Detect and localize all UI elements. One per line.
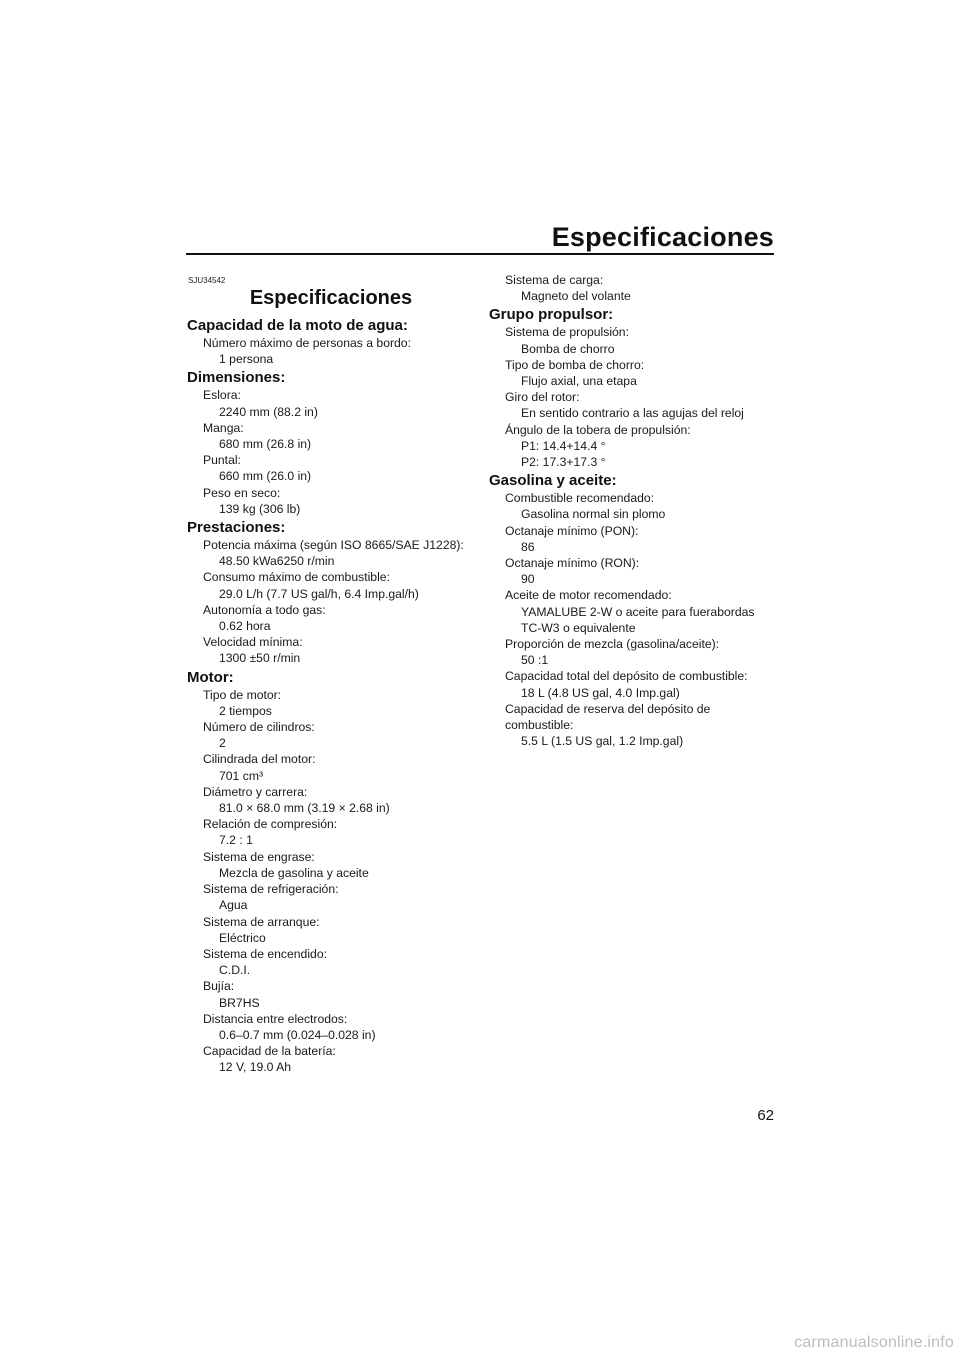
- spec-value: En sentido contrario a las agujas del reloj: [521, 406, 744, 421]
- spec-value: Mezcla de gasolina y aceite: [219, 865, 369, 880]
- spec-label: Capacidad total del depósito de combustible:: [505, 669, 748, 684]
- spec-label: Giro del rotor:: [505, 390, 580, 405]
- spec-label: Combustible recomendado:: [505, 491, 655, 506]
- spec-label: Sistema de refrigeración:: [203, 882, 339, 897]
- spec-value: P2: 17.3+17.3 °: [521, 455, 606, 470]
- spec-value: 2: [219, 736, 226, 751]
- section-code: SJU34542: [188, 276, 226, 285]
- spec-group-heading: Dimensiones:: [187, 369, 286, 387]
- spec-label: Relación de compresión:: [203, 817, 338, 832]
- spec-label: Número de cilindros:: [203, 720, 315, 735]
- spec-value: Flujo axial, una etapa: [521, 374, 637, 389]
- spec-label: Tipo de bomba de chorro:: [505, 357, 645, 372]
- spec-value: Gasolina normal sin plomo: [521, 507, 666, 522]
- spec-value: 680 mm (26.8 in): [219, 437, 312, 452]
- spec-label: Tipo de motor:: [203, 687, 282, 702]
- spec-value: BR7HS: [219, 995, 260, 1010]
- spec-value: 86: [521, 539, 535, 554]
- spec-value: 2240 mm (88.2 in): [219, 404, 318, 419]
- spec-label: Peso en seco:: [203, 485, 281, 500]
- header-rule: [186, 253, 774, 255]
- spec-label: Sistema de engrase:: [203, 849, 315, 864]
- spec-label: Potencia máxima (según ISO 8665/SAE J1228):: [203, 538, 464, 553]
- spec-label: Sistema de encendido:: [203, 946, 327, 961]
- right-column: [489, 272, 789, 749]
- spec-group-heading: Gasolina y aceite:: [489, 472, 617, 490]
- spec-value: Magneto del volante: [521, 289, 631, 304]
- spec-value: 48.50 kWa6250 r/min: [219, 554, 335, 569]
- spec-label: Puntal:: [203, 453, 241, 468]
- watermark: carmanualsonline.info: [794, 1334, 954, 1351]
- spec-value: Bomba de chorro: [521, 341, 615, 356]
- spec-label: Número máximo de personas a bordo:: [203, 336, 411, 350]
- spec-value: 0.6–0.7 mm (0.024–0.028 in): [219, 1027, 376, 1042]
- spec-value: 50 :1: [521, 653, 549, 668]
- page-number: 62: [757, 1107, 774, 1124]
- spec-group-heading: Grupo propulsor:: [489, 306, 614, 324]
- spec-value: 2 tiempos: [219, 703, 272, 718]
- spec-label: Autonomía a todo gas:: [203, 602, 326, 617]
- spec-label: Distancia entre electrodos:: [203, 1011, 348, 1026]
- page-header-title: Especificaciones: [551, 222, 774, 252]
- spec-label: Capacidad de reserva del depósito de: [505, 701, 711, 716]
- spec-value: 1300 ±50 r/min: [219, 651, 301, 666]
- spec-label: Ángulo de la tobera de propulsión:: [505, 422, 691, 437]
- spec-value: 1 persona: [219, 352, 274, 367]
- spec-value: 5.5 L (1.5 US gal, 1.2 Imp.gal): [521, 734, 684, 749]
- spec-value: 701 cm³: [219, 768, 264, 783]
- spec-value: 0.62 hora: [219, 619, 271, 634]
- spec-label: Manga:: [203, 420, 244, 435]
- spec-label: Consumo máximo de combustible:: [203, 570, 390, 585]
- spec-value: P1: 14.4+14.4 °: [521, 438, 606, 453]
- spec-value: 81.0 × 68.0 mm (3.19 × 2.68 in): [219, 801, 390, 816]
- spec-label: combustible:: [505, 718, 574, 733]
- spec-value: 7.2 : 1: [219, 833, 253, 848]
- section-title: Especificaciones: [249, 287, 413, 309]
- spec-value: Eléctrico: [219, 930, 266, 945]
- spec-group-heading: Capacidad de la moto de agua:: [187, 317, 408, 334]
- spec-value: 90: [521, 572, 535, 587]
- spec-label: Velocidad mínima:: [203, 635, 303, 650]
- spec-value: 18 L (4.8 US gal, 4.0 Imp.gal): [521, 685, 680, 700]
- spec-value: YAMALUBE 2-W o aceite para fuerabordas: [521, 604, 755, 619]
- spec-value: TC-W3 o equivalente: [521, 620, 636, 635]
- left-column: [187, 276, 487, 1076]
- spec-value: 139 kg (306 lb): [219, 501, 301, 516]
- spec-label: Sistema de arranque:: [203, 914, 320, 929]
- spec-label: Eslora:: [203, 388, 241, 403]
- spec-value: 29.0 L/h (7.7 US gal/h, 6.4 Imp.gal/h): [219, 586, 419, 601]
- spec-label: Diámetro y carrera:: [203, 784, 308, 799]
- spec-label: Sistema de carga:: [505, 273, 604, 287]
- spec-group-heading: Motor:: [187, 668, 234, 686]
- spec-label: Octanaje mínimo (PON):: [505, 523, 639, 538]
- spec-label: Sistema de propulsión:: [505, 325, 629, 340]
- spec-group-heading: Prestaciones:: [187, 519, 286, 537]
- spec-label: Proporción de mezcla (gasolina/aceite):: [505, 637, 720, 652]
- spec-label: Aceite de motor recomendado:: [505, 588, 672, 603]
- spec-value: Agua: [219, 898, 248, 913]
- spec-value: 660 mm (26.0 in): [219, 469, 312, 484]
- spec-label: Bujía:: [203, 979, 235, 994]
- spec-label: Cilindrada del motor:: [203, 752, 316, 767]
- spec-label: Octanaje mínimo (RON):: [505, 556, 640, 571]
- spec-value: C.D.I.: [219, 963, 251, 978]
- spec-value: 12 V, 19.0 Ah: [219, 1060, 292, 1075]
- spec-label: Capacidad de la batería:: [203, 1044, 336, 1059]
